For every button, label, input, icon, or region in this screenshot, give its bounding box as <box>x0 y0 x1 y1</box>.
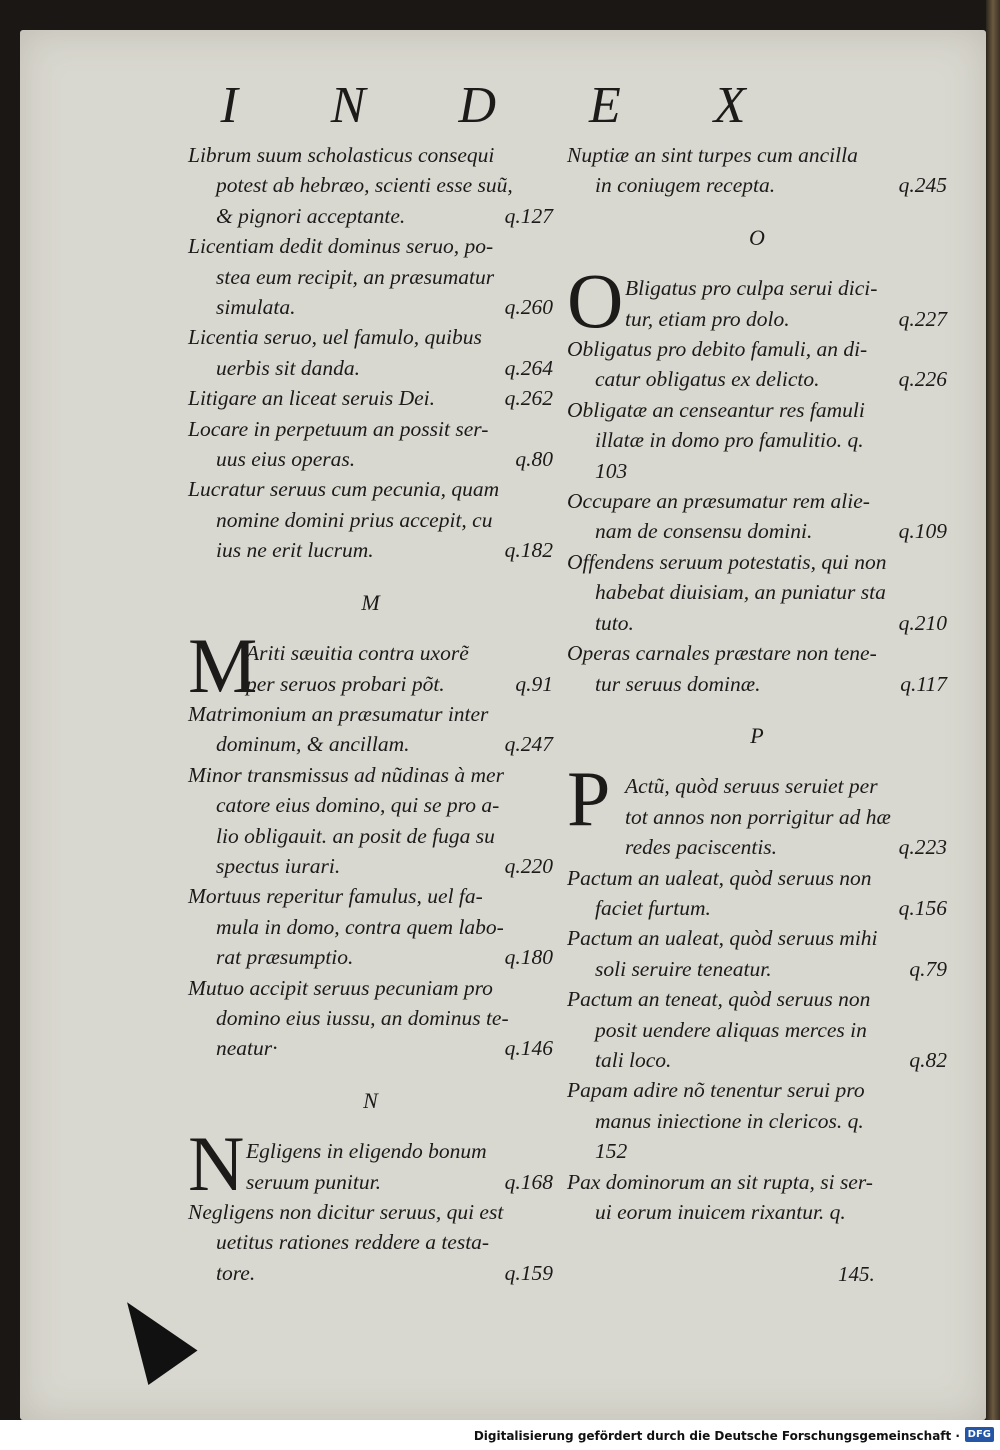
entry-ref: q.226 <box>898 367 947 392</box>
entry-line: Negligens non dicitur seruus, qui est <box>188 1200 504 1224</box>
entry-line: dominum, & ancillam. <box>216 732 410 757</box>
entry-ref: q.80 <box>515 447 553 472</box>
entry-ref: q.127 <box>504 203 553 228</box>
entry-line: spectus iurari. <box>216 853 341 878</box>
book-edge <box>986 0 1000 1450</box>
entry-ref: q.264 <box>504 355 553 380</box>
entry-line: Obligatæ an censeantur res famuli <box>567 397 865 422</box>
entry-ref: q.247 <box>504 732 553 757</box>
index-entry <box>567 547 947 638</box>
dfg-logo: DFG <box>965 1427 994 1442</box>
entry-line: Licentia seruo, uel famulo, quibus <box>188 325 482 350</box>
entry-line: stea eum recipit, an præsumatur <box>216 264 495 289</box>
index-entry <box>188 973 553 1064</box>
entry-ref: q.168 <box>504 1169 553 1194</box>
entry-ref: q.245 <box>898 173 947 198</box>
index-entry <box>567 395 947 486</box>
entry-ref: q.182 <box>504 538 553 563</box>
entry-group-l <box>188 140 553 566</box>
section-letter-n: N <box>363 1087 378 1113</box>
entry-line: redes paciscentis. <box>625 835 778 860</box>
entry-line: Minor transmissus ad nũdinas à mer <box>188 762 504 787</box>
entry-line: habebat diuisiam, an puniatur sta <box>595 580 886 605</box>
entry-line: simulata. <box>216 295 296 320</box>
dropcap-entry <box>188 1120 553 1208</box>
entry-line: catur obligatus ex delicto. <box>595 367 820 392</box>
dropcap-entry <box>567 755 947 862</box>
index-entry <box>567 638 947 699</box>
entry-line: uerbis sit danda. <box>216 355 360 380</box>
dropcap-entry-m <box>188 622 553 710</box>
entry-group-n2 <box>567 140 947 201</box>
entry-line: per seruos probari põt. <box>246 671 445 696</box>
entry-line: tali loco. <box>595 1047 672 1072</box>
drop-capital: O <box>567 257 624 345</box>
entry-line: & pignori acceptante. <box>216 203 406 228</box>
entry-ref: q.223 <box>898 835 947 860</box>
page-title: I N D E X <box>220 77 786 134</box>
entry-line: manus iniectione in clericos. q. <box>595 1108 864 1133</box>
entry-line: soli seruire teneatur. <box>595 956 772 981</box>
entry-line: ui eorum inuicem rixantur. q. <box>595 1200 846 1224</box>
entry-ref: q.180 <box>504 945 553 970</box>
entry-line: lio obligauit. an posit de fuga su <box>216 823 495 848</box>
entry-line: Mortuus reperitur famulus, uel fa- <box>188 884 483 909</box>
entry-line: Bligatus pro culpa serui dici- <box>625 276 878 301</box>
entry-line: Litigare an liceat seruis Dei. <box>188 386 436 411</box>
dropcap-entry <box>567 257 947 345</box>
entry-ref: q.227 <box>898 306 947 331</box>
section-letter-m: M <box>361 589 380 615</box>
drop-capital: P <box>567 755 611 843</box>
entry-line: mula in domo, contra quem labo- <box>216 914 504 939</box>
dropcap-entry-p <box>567 755 947 862</box>
entry-ref: q.117 <box>900 671 947 696</box>
entry-ref: q.210 <box>898 610 947 635</box>
entry-ref: q.79 <box>909 956 947 981</box>
drop-capital: M <box>188 622 258 710</box>
entry-line: posit uendere aliquas merces in <box>595 1017 867 1042</box>
entry-line: nam de consensu domini. <box>595 519 813 544</box>
entry-line: tot annos non porrigitur ad hæ <box>625 804 891 829</box>
index-entry <box>567 984 947 1075</box>
index-entry <box>188 383 553 413</box>
entry-ref: q.109 <box>898 519 947 544</box>
book-page <box>20 30 986 1420</box>
footer-credit: Digitalisierung gefördert durch die Deutsche Forschungsgemeinschaft · <box>473 1429 960 1443</box>
entry-ref: q.262 <box>504 386 553 411</box>
index-entry <box>567 1075 947 1166</box>
entry-line: uus eius operas. <box>216 447 356 472</box>
entry-group-n <box>188 1197 553 1288</box>
index-entry <box>188 140 553 231</box>
entry-group-p <box>567 863 947 1228</box>
catchword: 145. <box>838 1262 875 1286</box>
index-entry <box>188 231 553 322</box>
entry-line: Pax dominorum an sit rupta, si ser- <box>567 1169 873 1194</box>
index-entry <box>188 1197 553 1288</box>
entry-line: uetitus rationes reddere a testa- <box>216 1230 490 1255</box>
footer-bar <box>0 1420 1000 1450</box>
entry-line: seruum punitur. <box>246 1169 381 1194</box>
entry-line: tur seruus dominæ. <box>595 671 761 696</box>
left-column <box>188 140 553 1288</box>
entry-ref: q.159 <box>504 1260 553 1285</box>
entry-line: neatur· <box>216 1036 278 1061</box>
entry-line: Librum suum scholasticus consequi <box>188 143 495 167</box>
index-entry <box>188 474 553 565</box>
entry-ref: q.82 <box>909 1047 947 1072</box>
entry-group-o <box>567 334 947 699</box>
dropcap-entry-o <box>567 257 947 345</box>
index-entry <box>567 863 947 924</box>
index-entry <box>567 923 947 984</box>
entry-line: nomine domini prius accepit, cu <box>216 507 493 532</box>
entry-line: Occupare an præsumatur rem alie- <box>567 489 870 514</box>
entry-line: illatæ in domo pro famulitio. q. <box>595 428 864 453</box>
index-entry <box>567 1167 947 1228</box>
entry-ref: q.91 <box>515 671 553 696</box>
entry-line: tur, etiam pro dolo. <box>625 306 790 331</box>
entry-line: Matrimonium an præsumatur inter <box>188 701 489 726</box>
entry-line: ius ne erit lucrum. <box>216 538 374 563</box>
entry-line: Offendens seruum potestatis, qui non <box>567 549 887 574</box>
index-entry <box>188 322 553 383</box>
section-letter-p: P <box>750 722 764 748</box>
entry-line: Licentiam dedit dominus seruo, po- <box>188 234 494 259</box>
right-column <box>567 140 947 1227</box>
index-entry <box>188 881 553 972</box>
entry-line: Lucratur seruus cum pecunia, quam <box>188 477 500 502</box>
entry-line: rat præsumptio. <box>216 945 354 970</box>
entry-line: tuto. <box>595 610 634 635</box>
entry-line: Egligens in eligendo bonum <box>246 1139 487 1164</box>
entry-line: catore eius domino, qui se pro a- <box>216 793 500 818</box>
entry-line: tore. <box>216 1260 256 1285</box>
entry-line: Operas carnales præstare non tene- <box>567 641 877 666</box>
entry-line: Papam adire nõ tenentur serui pro <box>567 1078 865 1103</box>
index-entry <box>188 414 553 475</box>
entry-line: Mutuo accipit seruus pecuniam pro <box>188 975 493 1000</box>
entry-line: Nuptiæ an sint turpes cum ancilla <box>567 143 858 167</box>
entry-ref: q.156 <box>898 895 947 920</box>
entry-line: Actũ, quòd seruus seruiet per <box>625 774 878 799</box>
entry-line: potest ab hebræo, scienti esse suũ, <box>216 173 513 198</box>
index-entry <box>567 334 947 395</box>
entry-ref: q.220 <box>504 853 553 878</box>
entry-line: domino eius iussu, an dominus te- <box>216 1005 509 1030</box>
index-entry <box>567 486 947 547</box>
section-letter-o: O <box>749 224 765 250</box>
entry-ref: q.260 <box>504 295 553 320</box>
entry-line: Ariti sæuitia contra uxorẽ <box>246 641 469 666</box>
entry-line: Pactum an teneat, quòd seruus non <box>567 987 871 1012</box>
entry-line: 152 <box>595 1139 628 1164</box>
entry-line: Obligatus pro debito famuli, an di- <box>567 337 868 362</box>
entry-line: Pactum an ualeat, quòd seruus non <box>567 865 872 890</box>
entry-line: Locare in perpetuum an possit ser- <box>188 416 489 441</box>
entry-group-m <box>188 699 553 1064</box>
entry-line: Pactum an ualeat, quòd seruus mihi <box>567 926 878 951</box>
index-entry <box>188 760 553 882</box>
dropcap-entry <box>188 622 553 710</box>
entry-line: 103 <box>595 458 628 483</box>
index-entry <box>188 699 553 760</box>
index-entry <box>567 140 947 201</box>
entry-line: faciet furtum. <box>595 895 711 920</box>
entry-line: in coniugem recepta. <box>595 173 776 198</box>
entry-ref: q.146 <box>504 1036 553 1061</box>
dropcap-entry-n <box>188 1120 553 1208</box>
drop-capital: N <box>188 1120 245 1208</box>
